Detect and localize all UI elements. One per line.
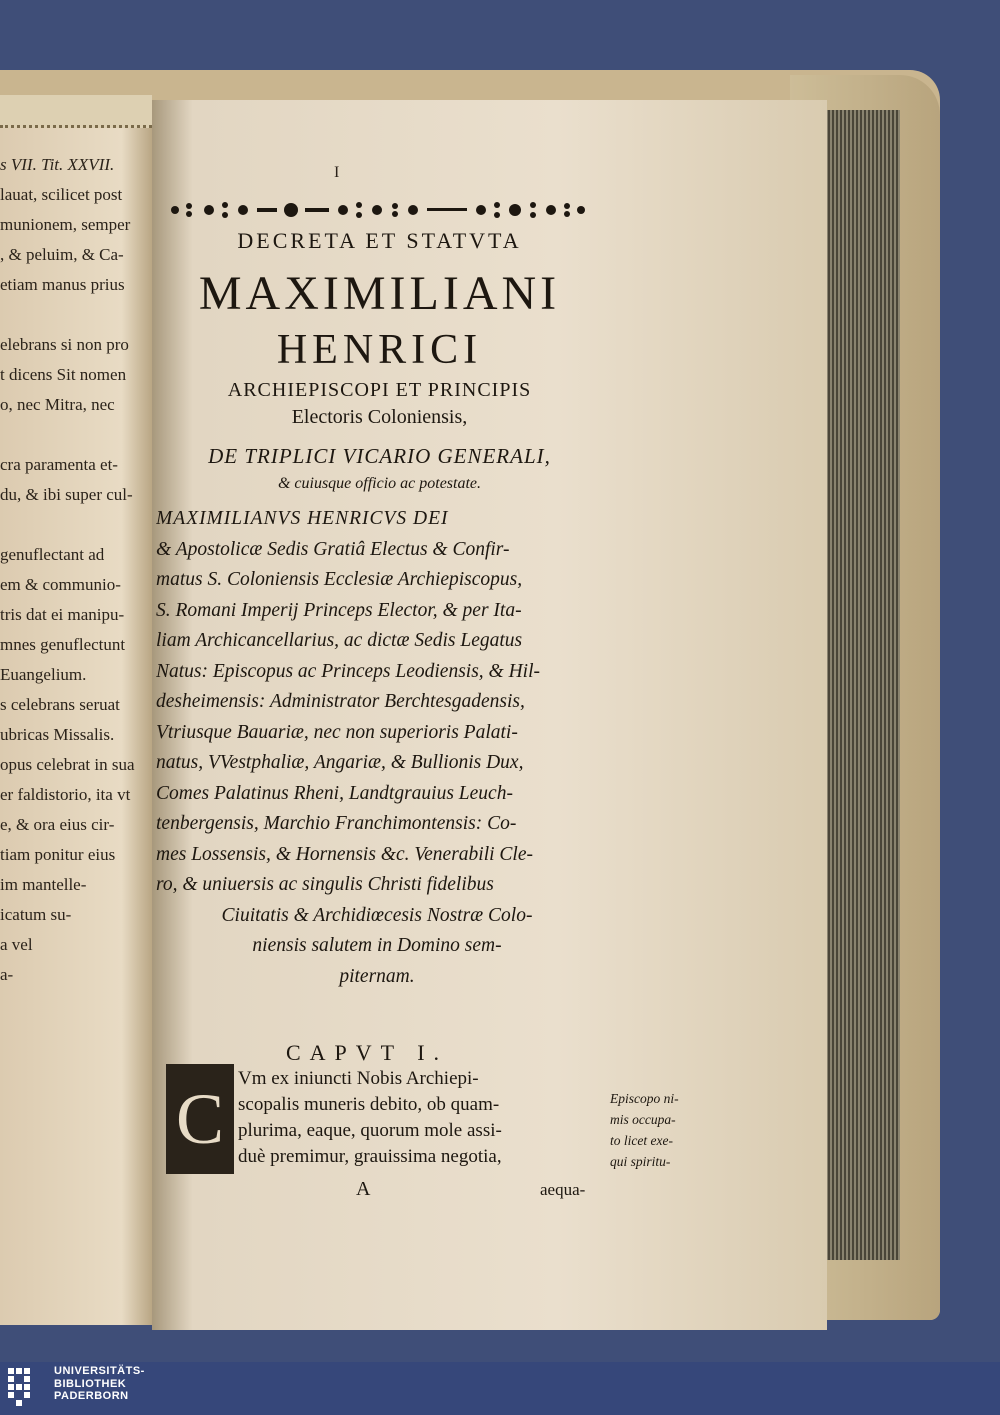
catchword: aequa-: [540, 1180, 586, 1199]
body-line: piternam.: [339, 965, 415, 987]
decorated-initial: C: [166, 1064, 234, 1174]
left-line: a vel: [0, 935, 33, 954]
left-line: genuflectant ad: [0, 545, 105, 564]
left-page-header-band: [0, 95, 152, 128]
body-line: S. Romani Imperij Princeps Elector, & per Ita-: [156, 599, 522, 621]
left-line: icatum su-: [0, 905, 72, 924]
left-line: im mantelle-: [0, 875, 87, 894]
body-line: Ciuitatis & Archidiœcesis Nostræ Colo-: [221, 904, 533, 926]
left-line: du, & ibi super cul-: [0, 485, 133, 504]
left-line: er faldistorio, ita vt: [0, 785, 131, 804]
ornament-band: [165, 196, 589, 224]
left-line: e, & ora eius cir-: [0, 815, 115, 834]
library-name-line: PADERBORN: [54, 1390, 129, 1402]
left-line: mnes genuflectunt: [0, 635, 126, 654]
body-line: tenbergensis, Marchio Franchimontensis: Co-: [156, 813, 517, 834]
title-line-7: & cuiusque officio ac potestate.: [277, 475, 482, 492]
left-line: ubricas Missalis.: [0, 725, 115, 744]
left-line: t dicens Sit nomen: [0, 365, 127, 384]
left-page-text: [0, 150, 150, 990]
left-line: tiam ponitur eius: [0, 845, 116, 864]
folio-number: I: [334, 164, 340, 181]
chapter-line: plurima, eaque, quorum mole assi-: [238, 1120, 502, 1141]
left-line: elebrans si non pro: [0, 335, 129, 354]
title-line-2: MAXIMILIANI: [198, 267, 561, 320]
left-line: em & communio-: [0, 575, 121, 594]
body-line: ro, & uniuersis ac singulis Christi fidelibus: [156, 874, 494, 895]
left-line: [0, 420, 150, 450]
chapter-line: Vm ex iniuncti Nobis Archiepi-: [238, 1068, 479, 1089]
library-name-line: BIBLIOTHEK: [54, 1377, 127, 1390]
left-line: opus celebrat in sua: [0, 755, 135, 774]
decree-body: [156, 504, 598, 992]
margin-note-line: mis occupa-: [610, 1112, 676, 1127]
body-line: natus, VVestphaliæ, Angariæ, & Bullionis Dux,: [156, 752, 524, 773]
body-line: liam Archicancellarius, ac dictæ Sedis Legatus: [156, 630, 523, 651]
left-page-header: s VII. Tit. XXVII.: [0, 155, 115, 174]
left-line: [0, 510, 150, 540]
left-line: munionem, semper: [0, 215, 131, 234]
body-line: Vtriusque Bauariæ, nec non superioris Palati-: [156, 721, 518, 743]
signature-mark: A: [356, 1178, 371, 1200]
margin-note: [610, 1088, 725, 1172]
body-line: niensis salutem in Domino sem-: [252, 935, 502, 956]
title-block: [152, 224, 607, 496]
left-line: Euangelium.: [0, 665, 87, 684]
title-line-5: Electoris Coloniensis,: [291, 406, 468, 428]
chapter-text: [238, 1066, 603, 1170]
left-line: cra paramenta et-: [0, 455, 118, 474]
library-logo-icon: [8, 1368, 48, 1408]
margin-note-line: to licet exe-: [610, 1133, 673, 1148]
library-name: [54, 1365, 145, 1403]
left-line: a-: [0, 965, 14, 984]
title-line-3: HENRICI: [276, 327, 483, 373]
title-line-6: DE TRIPLICI VICARIO GENERALI,: [208, 444, 551, 468]
left-line: lauat, scilicet post: [0, 185, 123, 204]
left-line: o, nec Mitra, nec: [0, 395, 115, 414]
title-line-1: DECRETA ET STATVTA: [237, 228, 522, 253]
left-line: s celebrans seruat: [0, 695, 120, 714]
body-line: mes Lossensis, & Hornensis &c. Venerabili Cle-: [156, 843, 533, 865]
body-line: Natus: Episcopus ac Princeps Leodiensis, & Hil-: [156, 660, 541, 682]
body-line: matus S. Coloniensis Ecclesiæ Archiepiscopus,: [156, 569, 523, 590]
body-line: desheimensis: Administrator Berchtesgadensis,: [156, 691, 525, 712]
body-line: MAXIMILIANVS HENRICVS DEI: [156, 508, 449, 529]
title-line-4: ARCHIEPISCOPI ET PRINCIPIS: [227, 379, 532, 401]
body-line: & Apostolicæ Sedis Gratiâ Electus & Confir-: [156, 538, 510, 560]
left-line: etiam manus prius: [0, 275, 125, 294]
chapter-line: duè premimur, grauissima negotia,: [238, 1146, 502, 1167]
library-name-line: UNIVERSITÄTS-: [54, 1365, 145, 1377]
margin-note-line: qui spiritu-: [610, 1154, 671, 1169]
left-line: tris dat ei manipu-: [0, 605, 125, 624]
footer-bar: [0, 1362, 1000, 1415]
body-line: Comes Palatinus Rheni, Landtgrauius Leuch-: [156, 782, 513, 804]
chapter-heading: CAPVT I.: [286, 1040, 449, 1065]
chapter-line: scopalis muneris debito, ob quam-: [238, 1094, 500, 1115]
left-line: , & peluim, & Ca-: [0, 245, 124, 264]
margin-note-line: Episcopo ni-: [610, 1091, 679, 1106]
left-line: [0, 300, 150, 330]
page-edges: [820, 110, 900, 1260]
